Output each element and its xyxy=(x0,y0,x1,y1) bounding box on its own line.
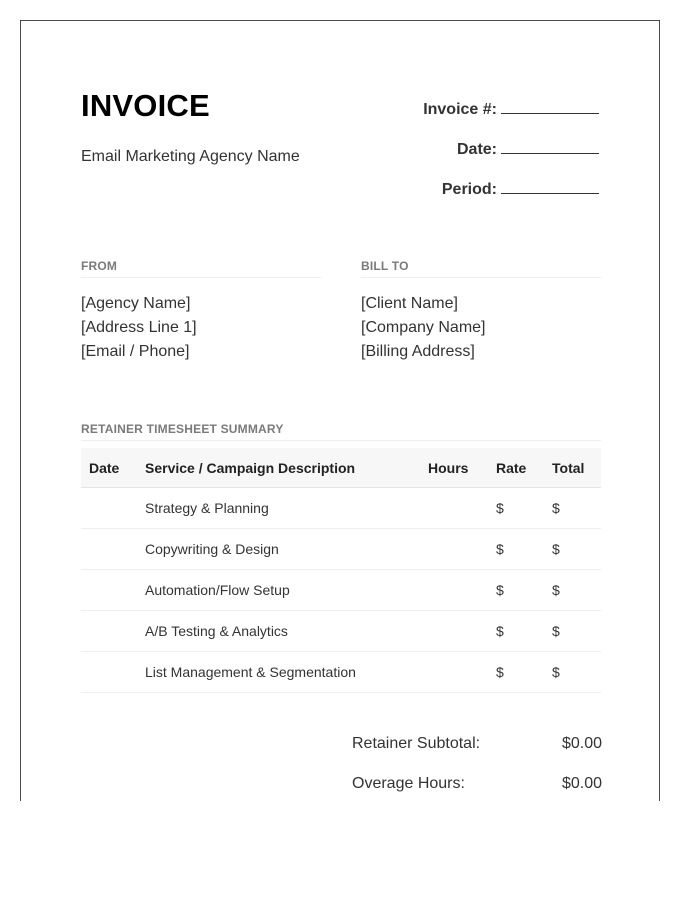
date-label: Date: xyxy=(456,141,497,158)
row-total-cell: $ xyxy=(552,570,601,611)
bill-to-line: [Client Name] xyxy=(361,295,458,312)
bill-to-address xyxy=(361,292,486,364)
table-row xyxy=(81,529,601,570)
table-row xyxy=(81,488,601,529)
from-line: [Address Line 1] xyxy=(81,319,197,336)
invoice-number-label: Invoice #: xyxy=(423,101,497,118)
row-description-cell: A/B Testing & Analytics xyxy=(145,611,428,652)
period-blank xyxy=(501,179,599,194)
invoice-number-blank xyxy=(501,99,599,114)
row-hours-cell xyxy=(428,611,496,652)
from-section-label: FROM xyxy=(81,259,321,278)
table-row xyxy=(81,570,601,611)
agency-name: Email Marketing Agency Name xyxy=(81,148,300,165)
overage-label: Overage Hours: xyxy=(352,775,465,792)
column-header-rate: Rate xyxy=(496,448,552,488)
row-total-cell: $ xyxy=(552,652,601,693)
table-header-row xyxy=(81,448,601,488)
row-description-cell: List Management & Segmentation xyxy=(145,652,428,693)
from-line: [Email / Phone] xyxy=(81,343,190,360)
table-row xyxy=(81,652,601,693)
row-date-cell xyxy=(81,611,145,652)
from-line: [Agency Name] xyxy=(81,295,191,312)
overage-row xyxy=(352,774,602,794)
row-rate-cell: $ xyxy=(496,570,552,611)
row-description-cell: Strategy & Planning xyxy=(145,488,428,529)
row-description-cell: Automation/Flow Setup xyxy=(145,570,428,611)
period-label: Period: xyxy=(441,181,497,198)
period-field xyxy=(339,179,599,200)
invoice-title: INVOICE xyxy=(81,88,210,123)
row-hours-cell xyxy=(428,529,496,570)
column-header-description: Service / Campaign Description xyxy=(145,448,428,488)
invoice-page xyxy=(20,20,660,801)
timesheet-section-label: RETAINER TIMESHEET SUMMARY xyxy=(81,422,601,441)
column-header-date: Date xyxy=(81,448,145,488)
row-date-cell xyxy=(81,652,145,693)
row-total-cell: $ xyxy=(552,611,601,652)
date-blank xyxy=(501,139,599,154)
overage-value: $0.00 xyxy=(561,775,602,792)
row-date-cell xyxy=(81,529,145,570)
subtotal-row xyxy=(352,734,602,754)
row-rate-cell: $ xyxy=(496,529,552,570)
row-rate-cell: $ xyxy=(496,611,552,652)
row-total-cell: $ xyxy=(552,529,601,570)
invoice-number-field xyxy=(339,99,599,120)
row-rate-cell: $ xyxy=(496,652,552,693)
subtotal-value: $0.00 xyxy=(561,735,602,752)
table-row xyxy=(81,611,601,652)
row-description-cell: Copywriting & Design xyxy=(145,529,428,570)
row-total-cell: $ xyxy=(552,488,601,529)
row-rate-cell: $ xyxy=(496,488,552,529)
date-field xyxy=(339,139,599,160)
row-hours-cell xyxy=(428,570,496,611)
bill-to-section-label: BILL TO xyxy=(361,259,601,278)
timesheet-table xyxy=(81,448,601,693)
row-date-cell xyxy=(81,488,145,529)
from-address xyxy=(81,292,197,364)
row-hours-cell xyxy=(428,488,496,529)
subtotal-label: Retainer Subtotal: xyxy=(352,735,481,752)
column-header-hours: Hours xyxy=(428,448,496,488)
row-hours-cell xyxy=(428,652,496,693)
column-header-total: Total xyxy=(552,448,601,488)
row-date-cell xyxy=(81,570,145,611)
bill-to-line: [Billing Address] xyxy=(361,343,475,360)
bill-to-line: [Company Name] xyxy=(361,319,486,336)
